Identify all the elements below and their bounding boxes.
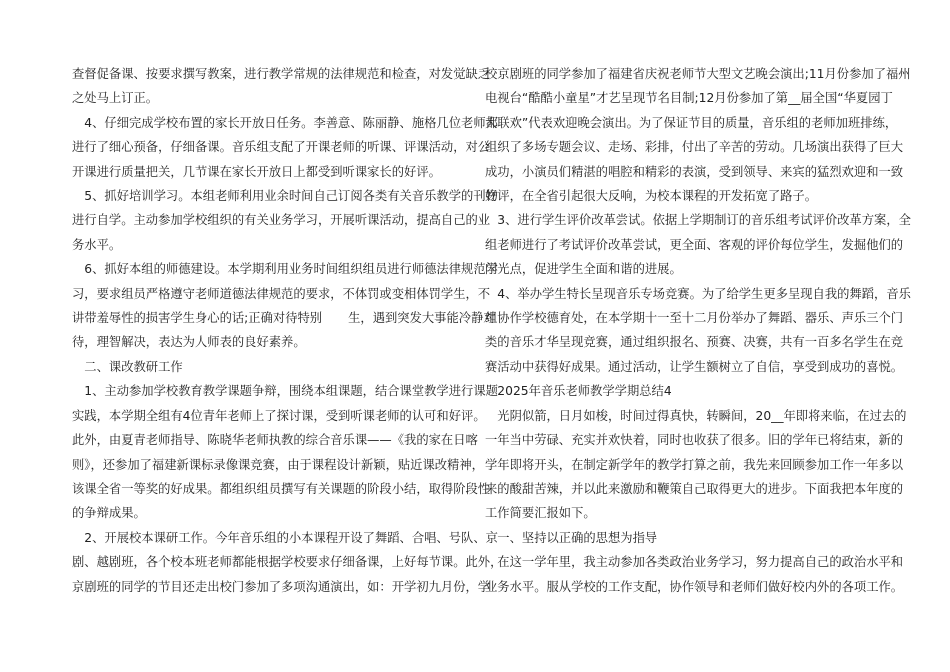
text-line: 进行自学。主动参加学校组织的有关业务学习，开展听课活动，提高自己的业: [72, 213, 491, 228]
document-title: 2025年音乐老师教学学期总结4: [485, 384, 672, 399]
text-line: 4、举办学生特长呈现音乐专场竞赛。为了给学生更多呈现自我的舞蹈，音乐: [485, 286, 911, 301]
text-line: 则》，还参加了福建新课标录像课竞赛，由于课程设计新颖，贴近课改精神，: [72, 457, 484, 472]
text-line: 4、仔细完成学校布置的家长开放日任务。李善意、陈丽静、施格几位老师都: [72, 115, 498, 130]
text-line: 之处马上订正。: [72, 91, 159, 106]
text-line: 2、开展校本课研工作。今年音乐组的小本课程开设了舞蹈、合唱、号队、京: [72, 530, 498, 545]
text-line: 组协作学校德育处，在本学期十一至十二月份举办了舞蹈、器乐、声乐三个门: [485, 311, 904, 326]
text-line: 该课全省一等奖的好成果。都组织组员撰写有关课题的阶段小结，取得阶段性: [72, 481, 491, 496]
text-line-head: 讲带羞辱性的损害学生身心的话;正确对待特别: [72, 311, 323, 326]
text-line: 3、进行学生评价改革尝试。依据上学期制订的音乐组考试评价改革方案，全: [485, 213, 911, 228]
text-line: [72, 306, 496, 330]
text-line: 此外，由夏青老师指导、陈晓华老师执教的综合音乐课——《我的家在日喀: [72, 433, 478, 448]
text-line: 校京剧班的同学参加了福建省庆祝老师节大型文艺晚会演出;11月份参加了福州: [485, 67, 911, 81]
text-line: 6、抓好本组的师德建设。本学期利用业务时间组织组员进行师德法律规范学: [72, 262, 498, 277]
text-line: 开课进行质量把关，几节课在家长开放日上都受到听课家长的好评。: [72, 164, 441, 179]
text-line: 进行了细心预备，仔细备课。音乐组支配了开课老师的听课、评课活动，对公: [72, 140, 491, 155]
text-line: 好评，在全省引起很大反响，为校本课程的开发拓宽了路子。: [485, 189, 818, 204]
text-line: 大联欢”代表欢迎晚会演出。为了保证节目的质量，音乐组的老师加班排练，: [485, 115, 898, 130]
text-line: 一年当中劳碌、充实并欢快着，同时也收获了很多。旧的学年已将结束，新的: [485, 433, 904, 448]
text-line: 剧、越剧班，各个校本班老师都能根据学校要求仔细备课，上好每节课。此外，: [72, 555, 503, 570]
section-heading: 二、课改教研工作: [72, 359, 183, 374]
text-line: 的争辩成果。: [72, 506, 146, 521]
text-line: 待，理智解决，表达为人师表的良好素养。: [72, 335, 306, 350]
text-line: 京剧班的同学的节目还走出校门参加了多项沟通演出，如：开学初九月份，学: [72, 579, 491, 594]
text-line: 赛活动中获得好成果。通过活动，让学生额树立了自信，享受到成功的喜悦。: [485, 359, 904, 374]
text-line: 组织了多场专题会议、走场、彩排，付出了辛苦的劳动。几场演出获得了巨大: [485, 140, 904, 155]
text-line: 组老师进行了考试评价改革尝试，更全面、客观的评价每位学生，发掘他们的: [485, 237, 904, 252]
left-column: [72, 62, 503, 599]
text-line: 学年即将开头，在制定新学年的教学打算之前，我先来回顾参加工作一年多以: [485, 457, 904, 472]
text-line: 在这一学年里，我主动参加各类政治业务学习，努力提高自己的政治水平和: [485, 555, 904, 570]
text-line-tail: 生，遇到突发大事能冷静对: [348, 311, 496, 326]
text-line: 来的酸甜苦辣，并以此来激励和鞭策自己取得更大的进步。下面我把本年度的: [485, 481, 904, 496]
text-line: 1、主动参加学校教育教学课题争辩，围绕本组课题，结合课堂教学进行课题: [72, 384, 498, 399]
section-heading: 一、坚持以正确的思想为指导: [485, 530, 658, 545]
text-line: 成功，小演员们精湛的唱腔和精彩的表演，受到领导、来宾的猛烈欢迎和一致: [485, 164, 904, 179]
text-line: 闪光点，促进学生全面和谐的进展。: [485, 262, 682, 277]
text-line: 查督促备课、按要求撰写教案，进行教学常规的法律规范和检查，对发觉缺乏: [72, 67, 491, 81]
text-line: 类的音乐才华呈现竞赛，通过组织报名、预赛、决赛，共有一百多名学生在竞: [485, 335, 904, 350]
text-line: 务水平。: [72, 237, 122, 252]
text-line: 业务水平。服从学校的工作支配，协作领导和老师们做好校内外的各项工作。: [485, 579, 904, 594]
text-line: 电视台“酷酷小童星”才艺呈现节名目制;12月份参加了第__届全国“华夏园丁: [485, 91, 893, 106]
text-line: 5、抓好培训学习。本组老师利用业余时间自己订阅各类有关音乐教学的刊物: [72, 189, 498, 204]
right-column: [485, 62, 911, 599]
text-line: 光阴似箭，日月如梭，时间过得真快，转瞬间，20__年即将来临，在过去的: [485, 408, 907, 423]
text-line: 实践，本学期全组有4位青年老师上了探讨课，受到听课老师的认可和好评。: [72, 408, 486, 423]
text-line: 习，要求组员严格遵守老师道德法律规范的要求，不体罚或变相体罚学生，不: [72, 286, 491, 301]
text-line: 工作简要汇报如下。: [485, 506, 596, 521]
